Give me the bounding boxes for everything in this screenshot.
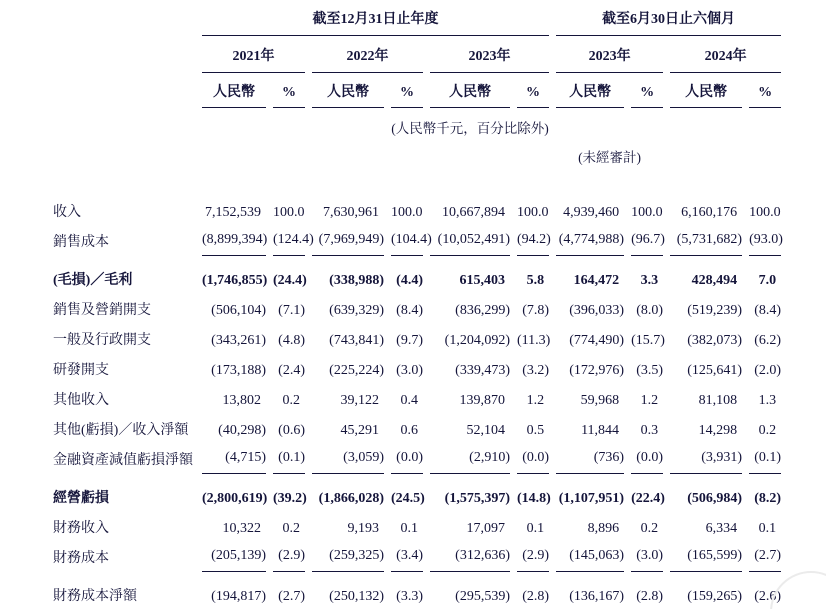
table-row xyxy=(53,196,781,226)
cell-value: (8.0) xyxy=(636,303,664,318)
cell-value: (2.8) xyxy=(636,589,664,604)
cell-value: 100.0 xyxy=(391,205,423,220)
year-2023-interim: 2023年 xyxy=(556,36,663,73)
cell-value: (125,641) xyxy=(687,363,743,378)
table-row xyxy=(53,256,781,294)
cell-value: (145,063) xyxy=(556,542,624,572)
cell-value: (225,224) xyxy=(329,363,384,378)
cell-value: (4,774,988) xyxy=(556,226,624,256)
row-label: (毛損)／毛利 xyxy=(53,273,133,288)
table-row xyxy=(53,324,781,354)
cell-value: (3.0) xyxy=(396,363,423,378)
cell-value: 615,403 xyxy=(459,273,505,288)
cell-value: (124.4) xyxy=(273,226,305,256)
cell-value: (3.3) xyxy=(396,589,423,604)
cell-value: 6,160,176 xyxy=(681,205,738,220)
cell-value: (3.5) xyxy=(636,363,664,378)
percent-header: % xyxy=(391,73,423,108)
unaudited-note-row xyxy=(53,137,781,166)
cell-value: (205,139) xyxy=(202,542,266,572)
row-label: 經營虧損 xyxy=(53,491,109,506)
cell-value: (4.4) xyxy=(396,273,423,288)
table-row xyxy=(53,354,781,384)
table-header xyxy=(53,6,781,196)
cell-value: (1,575,397) xyxy=(444,491,510,506)
cell-value: (3.4) xyxy=(391,542,423,572)
cell-value: 8,896 xyxy=(587,521,620,536)
cell-value: (2.9) xyxy=(517,542,549,572)
currency-header: 人民幣 xyxy=(430,73,510,108)
document-page xyxy=(0,6,826,609)
period-group-annual: 截至12月31日止年度 xyxy=(202,6,549,36)
cell-value: 14,298 xyxy=(698,423,738,438)
cell-value: (11.3) xyxy=(517,333,551,348)
cell-value: (136,167) xyxy=(569,589,625,604)
cell-value: (2,910) xyxy=(430,444,510,474)
cell-value: (7,969,949) xyxy=(312,226,384,256)
unaudited-note: (未經審計) xyxy=(578,150,642,165)
cell-value: 0.1 xyxy=(526,521,545,536)
cell-value: 6,334 xyxy=(705,521,738,536)
cell-value: 0.2 xyxy=(282,393,300,408)
cell-value: 4,939,460 xyxy=(563,205,620,220)
cell-value: (396,033) xyxy=(569,303,625,318)
period-group-interim: 截至6月30日止六個月 xyxy=(556,6,781,36)
cell-value: 100.0 xyxy=(631,205,663,220)
cell-value: (250,132) xyxy=(329,589,384,604)
cell-value: 164,472 xyxy=(573,273,620,288)
cell-value: (4,715) xyxy=(202,444,266,474)
table-row xyxy=(53,384,781,414)
cell-value: (159,265) xyxy=(687,589,743,604)
row-label: 研發開支 xyxy=(53,363,109,378)
cell-value: 7.0 xyxy=(758,273,777,288)
cell-value: (836,299) xyxy=(455,303,510,318)
row-label: 財務成本淨額 xyxy=(53,589,137,604)
cell-value: (1,107,951) xyxy=(558,491,625,506)
cell-value: (382,073) xyxy=(687,333,743,348)
cell-value: (40,298) xyxy=(218,423,266,438)
cell-value: (1,746,855) xyxy=(202,273,268,288)
cell-value: 0.2 xyxy=(640,521,659,536)
cell-value: (104.4) xyxy=(391,226,423,256)
cell-value: (8.4) xyxy=(396,303,423,318)
subcolumn-row xyxy=(53,73,781,108)
percent-header: % xyxy=(273,73,305,108)
cell-value: 1.2 xyxy=(526,393,545,408)
cell-value: (343,261) xyxy=(211,333,266,348)
cell-value: (8.2) xyxy=(754,491,782,506)
cell-value: 100.0 xyxy=(517,205,549,220)
currency-header: 人民幣 xyxy=(312,73,384,108)
cell-value: (2.9) xyxy=(273,542,305,572)
cell-value: (93.0) xyxy=(749,226,781,256)
cell-value: (3,059) xyxy=(312,444,384,474)
cell-value: (0.0) xyxy=(517,444,549,474)
percent-header: % xyxy=(517,73,549,108)
cell-value: 1.3 xyxy=(758,393,777,408)
cell-value: (172,976) xyxy=(569,363,625,378)
cell-value: 52,104 xyxy=(466,423,505,438)
row-label: 其他(虧損)／收入淨額 xyxy=(53,423,189,438)
unit-note-row xyxy=(53,108,781,137)
cell-value: (9.7) xyxy=(396,333,423,348)
cell-value: (2.6) xyxy=(754,589,782,604)
period-group-row xyxy=(53,6,781,36)
cell-value: (2.4) xyxy=(278,363,305,378)
cell-value: 0.2 xyxy=(758,423,777,438)
cell-value: 0.3 xyxy=(640,423,659,438)
row-label: 收入 xyxy=(53,205,81,220)
cell-value: (519,239) xyxy=(687,303,743,318)
cell-value: (96.7) xyxy=(631,226,663,256)
cell-value: (2.8) xyxy=(522,589,550,604)
cell-value: (0.0) xyxy=(631,444,663,474)
cell-value: (0.0) xyxy=(391,444,423,474)
table-body xyxy=(53,196,781,609)
cell-value: (7.1) xyxy=(278,303,305,318)
header-spacer-row xyxy=(53,166,781,196)
table-row xyxy=(53,444,781,474)
cell-value: (3.0) xyxy=(631,542,663,572)
cell-value: (743,841) xyxy=(329,333,384,348)
cell-value: (15.7) xyxy=(631,333,665,348)
cell-value: (6.2) xyxy=(754,333,782,348)
cell-value: (506,984) xyxy=(687,491,743,506)
cell-value: (2.7) xyxy=(749,542,781,572)
year-2023: 2023年 xyxy=(430,36,549,73)
cell-value: (3.2) xyxy=(522,363,550,378)
cell-value: (10,052,491) xyxy=(430,226,510,256)
cell-value: (1,866,028) xyxy=(318,491,384,506)
cell-value: (295,539) xyxy=(455,589,510,604)
cell-value: (24.4) xyxy=(273,273,307,288)
currency-header: 人民幣 xyxy=(556,73,624,108)
cell-value: 0.6 xyxy=(400,423,418,438)
cell-value: (24.5) xyxy=(391,491,425,506)
cell-value: (0.1) xyxy=(273,444,305,474)
cell-value: (194,817) xyxy=(211,589,266,604)
table-row xyxy=(53,294,781,324)
cell-value: (312,636) xyxy=(430,542,510,572)
cell-value: (14.8) xyxy=(517,491,551,506)
cell-value: (639,329) xyxy=(329,303,384,318)
cell-value: 13,802 xyxy=(222,393,261,408)
cell-value: (165,599) xyxy=(670,542,742,572)
cell-value: (4.8) xyxy=(278,333,305,348)
cell-value: 39,122 xyxy=(340,393,379,408)
cell-value: 0.1 xyxy=(400,521,418,536)
cell-value: (8,899,394) xyxy=(202,226,266,256)
row-label: 金融資產減值虧損淨額 xyxy=(53,453,193,468)
row-label: 銷售成本 xyxy=(53,235,109,250)
cell-value: (0.6) xyxy=(278,423,305,438)
cell-value: 100.0 xyxy=(273,205,305,220)
unit-note: (人民幣千元，百分比除外) xyxy=(391,121,549,136)
cell-value: (94.2) xyxy=(517,226,549,256)
percent-header: % xyxy=(631,73,663,108)
cell-value: (22.4) xyxy=(631,491,665,506)
cell-value: 7,630,961 xyxy=(323,205,379,220)
cell-value: 0.1 xyxy=(758,521,777,536)
cell-value: 81,108 xyxy=(698,393,738,408)
year-2022: 2022年 xyxy=(312,36,423,73)
cell-value: (173,188) xyxy=(211,363,266,378)
cell-value: (2.7) xyxy=(278,589,305,604)
row-label: 財務成本 xyxy=(53,551,109,566)
cell-value: (338,988) xyxy=(329,273,384,288)
cell-value: (506,104) xyxy=(211,303,266,318)
table-row xyxy=(53,226,781,256)
row-label: 財務收入 xyxy=(53,521,109,536)
cell-value: 139,870 xyxy=(459,393,505,408)
cell-value: 0.2 xyxy=(282,521,300,536)
currency-header: 人民幣 xyxy=(670,73,742,108)
cell-value: 10,667,894 xyxy=(442,205,505,220)
cell-value: (0.1) xyxy=(749,444,781,474)
currency-header: 人民幣 xyxy=(202,73,266,108)
cell-value: (339,473) xyxy=(455,363,510,378)
cell-value: 17,097 xyxy=(466,521,505,536)
cell-value: (736) xyxy=(556,444,624,474)
cell-value: (7.8) xyxy=(522,303,550,318)
cell-value: 428,494 xyxy=(691,273,738,288)
row-label: 其他收入 xyxy=(53,393,109,408)
cell-value: 11,844 xyxy=(581,423,620,438)
cell-value: (774,490) xyxy=(569,333,625,348)
row-label: 銷售及營銷開支 xyxy=(53,303,151,318)
table-row xyxy=(53,572,781,609)
year-2024-interim: 2024年 xyxy=(670,36,781,73)
financial-table xyxy=(46,6,788,609)
table-row xyxy=(53,474,781,512)
cell-value: (8.4) xyxy=(754,303,782,318)
table-row xyxy=(53,512,781,542)
cell-value: 3.3 xyxy=(640,273,659,288)
cell-value: (39.2) xyxy=(273,491,307,506)
cell-value: 10,322 xyxy=(222,521,261,536)
row-label: 一般及行政開支 xyxy=(53,333,151,348)
year-2021: 2021年 xyxy=(202,36,305,73)
empty-corner xyxy=(53,6,195,36)
cell-value: 0.5 xyxy=(526,423,545,438)
cell-value: (259,325) xyxy=(312,542,384,572)
cell-value: 59,968 xyxy=(580,393,620,408)
cell-value: 0.4 xyxy=(400,393,418,408)
cell-value: 9,193 xyxy=(347,521,379,536)
cell-value: (5,731,682) xyxy=(670,226,742,256)
cell-value: (2,800,619) xyxy=(202,491,268,506)
cell-value: 5.8 xyxy=(526,273,545,288)
cell-value: (1,204,092) xyxy=(444,333,510,348)
cell-value: (2.0) xyxy=(754,363,782,378)
cell-value: (3,931) xyxy=(670,444,742,474)
cell-value: 100.0 xyxy=(749,205,781,220)
year-row xyxy=(53,36,781,73)
percent-header: % xyxy=(749,73,781,108)
cell-value: 1.2 xyxy=(640,393,659,408)
cell-value: 45,291 xyxy=(340,423,379,438)
table-row xyxy=(53,414,781,444)
cell-value: 7,152,539 xyxy=(205,205,261,220)
table-row xyxy=(53,542,781,572)
